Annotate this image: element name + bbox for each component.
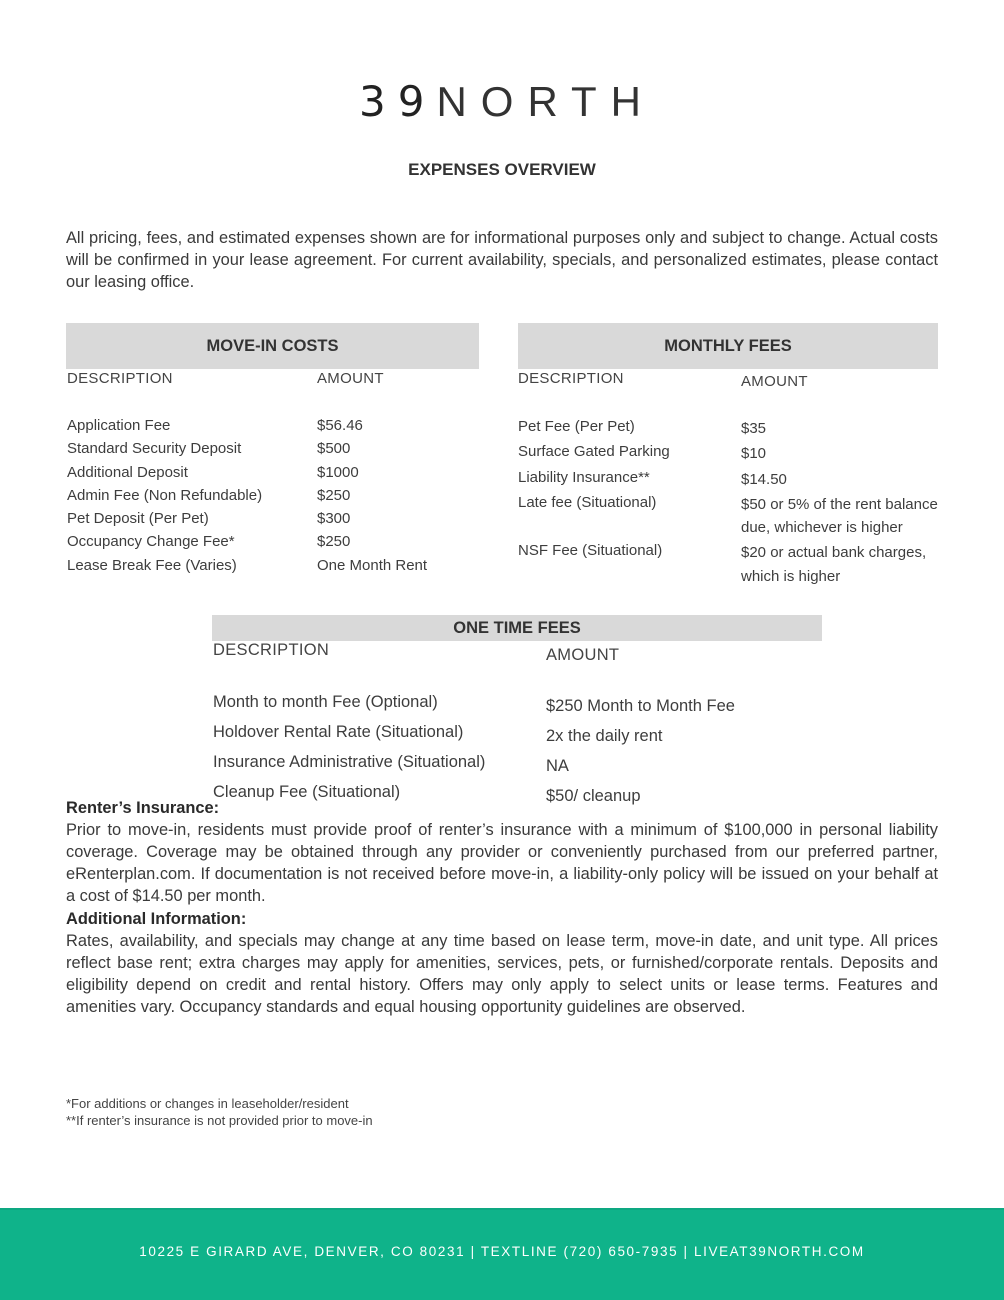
move-in-costs-header: MOVE-IN COSTS [66,323,479,369]
footnotes [66,1095,373,1129]
fee-amount: $500 [317,440,351,458]
table-row [213,719,813,749]
fee-amount: $50 or 5% of the rent balance due, whichever is higher [741,495,938,537]
fee-description: Surface Gated Parking [518,443,670,461]
monthly-fees-header: MONTHLY FEES [518,323,938,369]
table-row [518,440,938,465]
fee-description: Additional Deposit [67,463,188,481]
brand-logo [0,77,1004,126]
fee-description: Month to month Fee (Optional) [213,693,438,711]
fee-amount: $14.50 [741,470,787,488]
fee-description: Cleanup Fee (Situational) [213,783,401,801]
fee-description: NSF Fee (Situational) [518,542,663,560]
fee-description: Holdover Rental Rate (Situational) [213,723,464,741]
logo-number: 39 [358,77,437,126]
additional-information-heading: Additional Information: [66,910,247,928]
footer-website-link[interactable]: LIVEAT39NORTH.COM [694,1244,865,1259]
table-row [67,461,479,484]
fee-amount: $50/ cleanup [546,787,641,805]
table-row [213,749,813,779]
fee-amount: 2x the daily rent [546,727,663,745]
additional-information-body: Rates, availability, and specials may change at any time based on lease term, move-in date, and unit type. All prices reflect base rent; extra charges may apply for amenities, services, pets, or furnished/corporate rentals. Deposits and eligibility depend on credit and rental history. Offers may only apply to select units or lease terms. Features and amenities vary. Occupancy standards and equal housing opportunity guidelines are observed. [66,932,938,1016]
fee-description: Liability Insurance** [518,468,650,486]
fee-description: Lease Break Fee (Varies) [67,556,237,574]
fee-description: Pet Deposit (Per Pet) [67,510,209,528]
fee-amount: $250 [317,486,351,504]
one-time-fees-table [213,689,813,809]
fee-description: Pet Fee (Per Pet) [518,418,635,435]
renters-insurance-section [66,797,938,907]
one-time-fees-header: ONE TIME FEES [212,615,822,641]
renters-insurance-body: Prior to move-in, residents must provide proof of renter’s insurance with a minimum of $100,000 in personal liability coverage. Coverage may be obtained through any provider or conveniently purchased from our preferred partner, eRenterplan.com. If documentation is not received before move-in, a liability-only policy will be issued on your behalf at a cost of $14.50 per month. [66,821,938,905]
fee-description: Admin Fee (Non Refundable) [67,486,263,504]
move-in-costs-table [67,414,479,577]
table-row [67,414,479,437]
footer-textline[interactable]: TEXTLINE (720) 650-7935 [480,1244,679,1259]
table-row [518,466,938,491]
fee-description: Occupancy Change Fee* [67,533,235,551]
table-row [518,415,938,440]
fee-amount: $250 Month to Month Fee [546,697,735,715]
one-time-description-column-header: DESCRIPTION [213,641,330,659]
intro-paragraph: All pricing, fees, and estimated expenses shown are for informational purposes only and subject to change. Actual costs will be confirmed in your lease agreement. For current availability, specials, and personalized estimates, please contact our leasing office. [66,229,938,291]
page-title: EXPENSES OVERVIEW [408,160,596,179]
table-row [213,689,813,719]
renters-insurance-heading: Renter’s Insurance: [66,799,220,817]
footnote-single-asterisk: *For additions or changes in leaseholder/resident [66,1096,349,1111]
fee-description: Application Fee [67,417,171,434]
fee-amount: $250 [317,533,351,551]
footnote-double-asterisk: **If renter’s insurance is not provided prior to move-in [66,1113,373,1128]
additional-information-section [66,908,938,1018]
table-row [67,530,479,553]
fee-amount: One Month Rent [317,556,428,574]
table-row [67,507,479,530]
table-row [518,491,938,540]
fee-description: Insurance Administrative (Situational) [213,753,486,771]
move-in-amount-column-header: AMOUNT [317,370,384,387]
footer-contact-bar [0,1208,1004,1300]
fee-amount: $1000 [317,463,359,481]
fee-amount: $10 [741,445,767,463]
footer-separator: | [465,1244,481,1259]
fee-amount: $20 or actual bank charges, which is higher [741,544,927,585]
monthly-description-column-header: DESCRIPTION [518,370,624,387]
fee-amount: $35 [741,420,767,437]
monthly-fees-table [518,415,938,588]
one-time-amount-column-header: AMOUNT [546,646,620,664]
table-row [67,437,479,460]
footer-separator: | [678,1244,695,1259]
table-row [67,554,479,577]
monthly-amount-column-header: AMOUNT [741,373,808,390]
logo-word: NORTH [436,78,655,125]
fee-amount: $56.46 [317,417,363,434]
fee-amount: NA [546,757,569,775]
move-in-description-column-header: DESCRIPTION [67,370,173,387]
footer-address: 10225 E GIRARD AVE, DENVER, CO 80231 [139,1244,466,1259]
fee-description: Late fee (Situational) [518,493,657,511]
table-row [67,484,479,507]
fee-amount: $300 [317,510,351,528]
table-row [518,539,938,588]
fee-description: Standard Security Deposit [67,440,242,458]
